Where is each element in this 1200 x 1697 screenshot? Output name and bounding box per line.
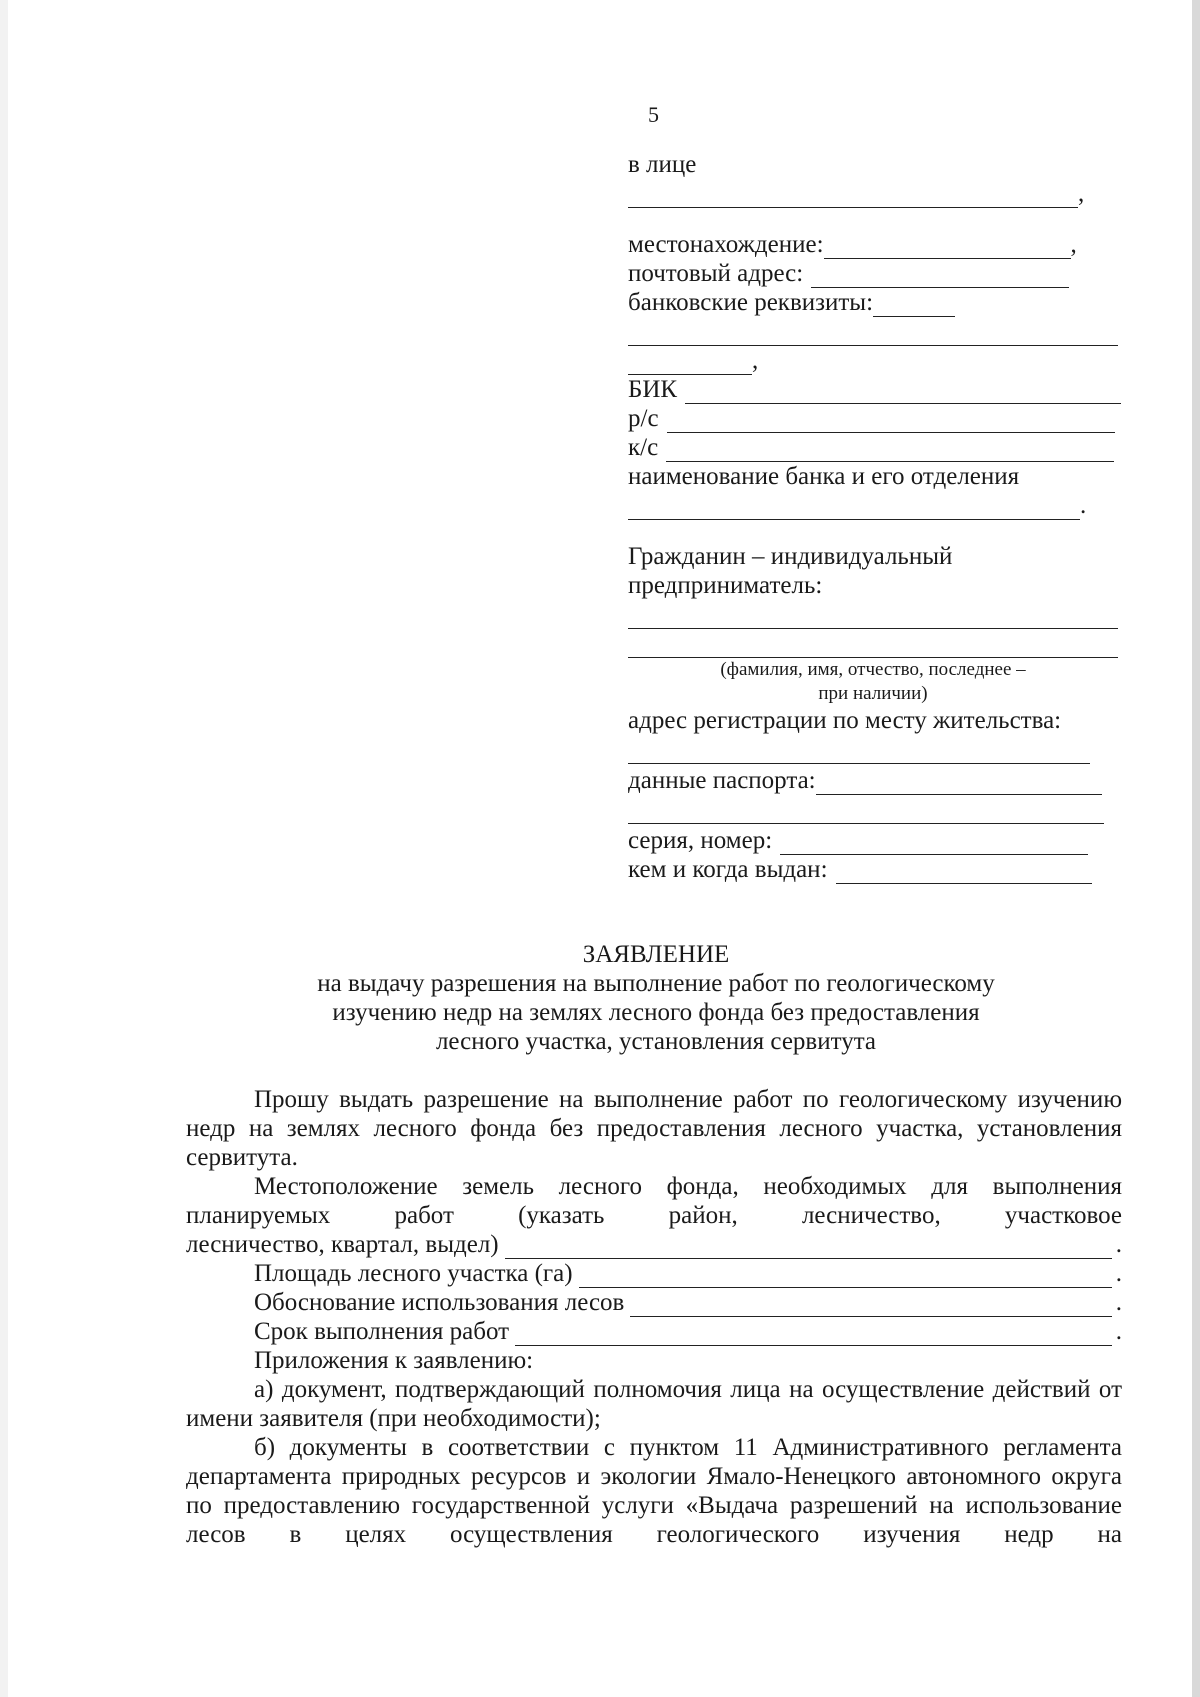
passport-line[interactable]: [628, 795, 1128, 824]
in-face-field[interactable]: ,: [628, 179, 1128, 208]
location-label: местонахождение:: [628, 231, 824, 258]
rs-field[interactable]: [628, 404, 1128, 433]
page-number: 5: [648, 102, 659, 127]
term-label: Срок выполнения работ: [254, 1318, 510, 1345]
title-line-1: на выдачу разрешения на выполнение работ по геологическому: [317, 970, 995, 997]
bik-field[interactable]: [628, 375, 1128, 404]
rs-label: р/с: [628, 405, 659, 432]
area-label: Площадь лесного участка (га): [254, 1260, 573, 1287]
attachments-label: Приложения к заявлению:: [254, 1347, 534, 1374]
location-field-row[interactable]: лесничество, квартал, выдел) .: [186, 1231, 1122, 1258]
title-line-2: изучению недр на землях лесного фонда без предоставления: [332, 999, 980, 1026]
issued-by-field[interactable]: [628, 855, 1128, 884]
citizen-label-2: предприниматель:: [628, 572, 823, 599]
series-number-field[interactable]: [628, 826, 1128, 855]
postal-address-label: почтовый адрес:: [628, 260, 804, 287]
attachment-item-b: б) документы в соответствии с пунктом 11 Административного регламента департамента природных ресурсов и экологии Ямало-Ненецкого автономного округа по предоставлению государственной услуги «Выдача разрешений на использование лесов в целях осуществления геологического изучения недр на: [186, 1434, 1122, 1548]
bank-details-line-end[interactable]: ,: [628, 346, 1128, 375]
bik-label: БИК: [628, 376, 678, 403]
attachment-item-a: а) документ, подтверждающий полномочия лица на осуществление действий от имени заявителя (при необходимости);: [186, 1376, 1122, 1432]
bank-details-line[interactable]: [628, 317, 1128, 346]
ks-field[interactable]: [628, 433, 1128, 462]
passport-field[interactable]: [628, 766, 1128, 795]
applicant-details-block: [628, 150, 1128, 884]
location-field[interactable]: местонахождение: ,: [628, 231, 1077, 258]
scroll-edge: [1192, 0, 1200, 1697]
title-heading: ЗАЯВЛЕНИЕ: [582, 941, 730, 968]
reg-address-field[interactable]: [628, 735, 1128, 764]
area-field-row[interactable]: Площадь лесного участка (га) .: [254, 1260, 1122, 1287]
bank-name-field[interactable]: .: [628, 491, 1128, 520]
passport-label: данные паспорта:: [628, 767, 816, 794]
ks-label: к/с: [628, 434, 659, 461]
bank-name-label: наименование банка и его отделения: [628, 463, 1020, 490]
justification-label: Обоснование использования лесов: [254, 1289, 625, 1316]
reg-address-label: адрес регистрации по месту жительства:: [628, 707, 1062, 734]
term-field-row[interactable]: Срок выполнения работ .: [254, 1318, 1122, 1345]
postal-address-field[interactable]: [628, 259, 1128, 288]
issued-by-label: кем и когда выдан:: [628, 856, 828, 883]
series-number-label: серия, номер:: [628, 827, 773, 854]
citizen-field-1[interactable]: [628, 600, 1128, 629]
bank-details-field[interactable]: [628, 288, 1128, 317]
location-paragraph: Местоположение земель лесного фонда, необходимых для выполнения планируемых работ (указать район, лесничество, участковое: [186, 1173, 1122, 1229]
in-face-label: в лице: [628, 151, 697, 178]
application-title: [170, 940, 1142, 1056]
citizen-field-2[interactable]: [628, 629, 1128, 658]
justification-field-row[interactable]: Обоснование использования лесов .: [254, 1289, 1122, 1316]
citizen-label-1: Гражданин – индивидуальный: [628, 543, 953, 570]
application-body: [186, 1085, 1122, 1549]
request-paragraph: Прошу выдать разрешение на выполнение работ по геологическому изучению недр на землях лесного фонда без предоставления лесного участка, установления сервитута.: [186, 1086, 1122, 1171]
fio-note: (фамилия, имя, отчество, последнее – при наличии): [720, 659, 1026, 704]
title-line-3: лесного участка, установления сервитута: [435, 1028, 877, 1055]
bank-details-label: банковские реквизиты:: [628, 289, 874, 316]
